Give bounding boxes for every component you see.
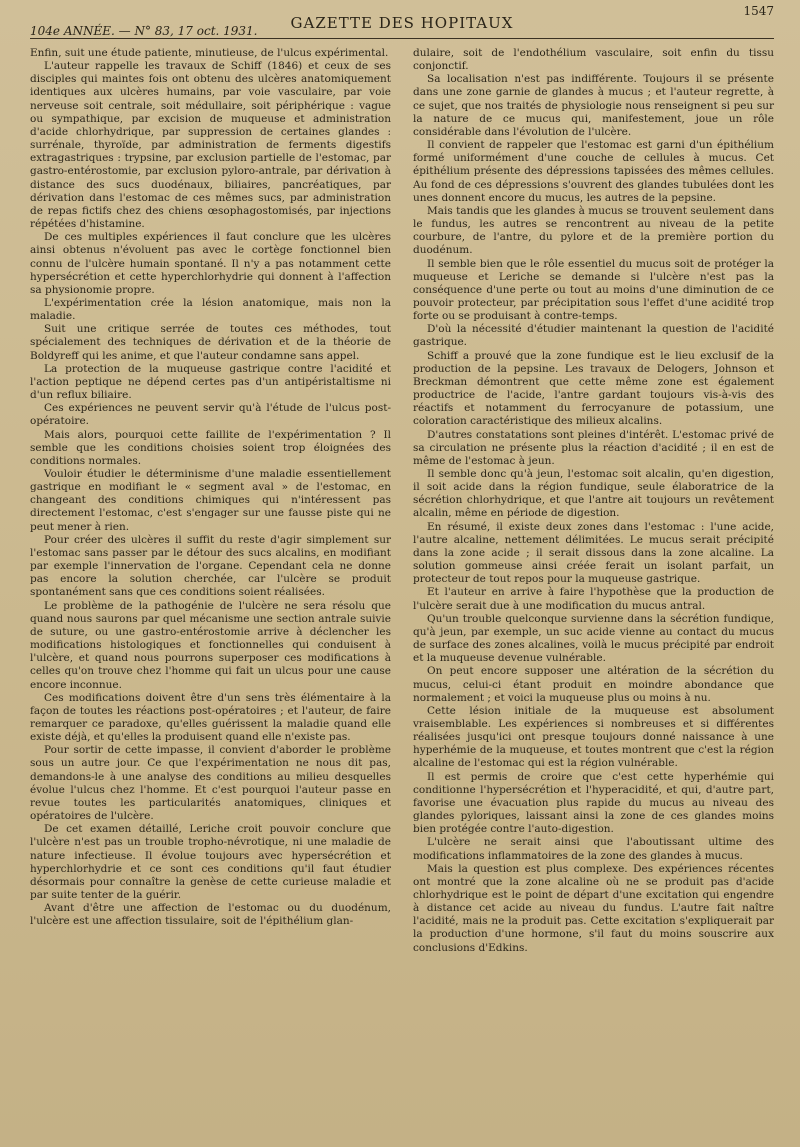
paragraph: Mais tandis que les glandes à mucus se trouvent seulement dans le fundus, les autres se rencontrent au niveau de la petite courbure, de l'antre, du pylore et de la première portion du duodénum. xyxy=(413,204,774,257)
paragraph: De cet examen détaillé, Leriche croit pouvoir conclure que l'ulcère n'est pas un trouble tropho-névrotique, ni une maladie de nature infectieuse. Il évolue toujours avec hypersécrétion et hyperchlorhydrie et ce sont ces conditions qu'il faut étudier désormais pour connaître la genèse de cette curieuse maladie et par suite tenter de la guérir. xyxy=(30,823,391,901)
paragraph: Mais alors, pourquoi cette faillite de l'expérimentation ? Il semble que les conditions choisies soient trop éloignées des conditions normales. xyxy=(30,428,391,467)
page-number: 1547 xyxy=(743,4,774,18)
paragraph: De ces multiples expériences il faut conclure que les ulcères ainsi obtenus n'évoluent pas avec le cortège fonctionnel bien connu de l'ulcère humain spontané. Il n'y a pas notamment cette hypersécrétion et cette hyperchlorhydrie qui donnent à l'affection sa physionomie propre. xyxy=(30,231,391,296)
paragraph: D'où la nécessité d'étudier maintenant la question de l'acidité gastrique. xyxy=(413,323,774,349)
paragraph: Enfin, suit une étude patiente, minutieuse, de l'ulcus expérimental. xyxy=(30,47,389,59)
article-body xyxy=(30,47,774,955)
issue-info: 104e ANNÉE. — N° 83, 17 oct. 1931. xyxy=(30,24,258,38)
paragraph: Qu'un trouble quelconque survienne dans la sécrétion fundique, qu'à jeun, par exemple, un suc acide vienne au contact du mucus de surface des zones alcalines, voilà le mucus précipité par endroit et la muqueuse devenue vulnérable. xyxy=(413,612,774,665)
paragraph: Il convient de rappeler que l'estomac est garni d'un épithélium formé uniformément d'une couche de cellules à mucus. Cet épithélium présente des dépressions tapissées des mêmes cellules. Au fond de ces dépressions s'ouvrent des glandes tubulées dont les unes donnent encore du mucus, les autres de la pepsine. xyxy=(413,139,774,204)
paragraph: Sa localisation n'est pas indifférente. Toujours il se présente dans une zone garnie de glandes à mucus ; et l'auteur regrette, à ce sujet, que nos traités de physiologie nous renseignent si peu sur la nature de ce mucus qui, manifestement, joue un rôle considérable dans l'évolution de l'ulcère. xyxy=(413,73,774,138)
paragraph: dulaire, soit de l'endothélium vasculaire, soit enfin du tissu conjonctif. xyxy=(413,47,774,73)
paragraph: Avant d'être une affection de l'estomac ou du duodénum, l'ulcère est une affection tissulaire, soit de l'épithélium glan- xyxy=(30,902,391,928)
paragraph: Pour sortir de cette impasse, il convient d'aborder le problème sous un autre jour. Ce que l'expérimentation ne nous dit pas, demandons-le à une analyse des conditions au milieu desquelles évolue l'ulcus chez l'homme. Et c'est pourquoi l'auteur passe en revue toutes les particularités anatomiques, cliniques et opératoires de l'ulcère. xyxy=(30,744,391,823)
paragraph: Il est permis de croire que c'est cette hyperhémie qui conditionne l'hypersécrétion et l'hyperacidité, et qui, d'autre part, favorise une évacuation plus rapide du mucus au niveau des glandes pyloriques, laissant ainsi la zone de ces glandes moins bien protégée contre l'auto-digestion. xyxy=(413,770,774,836)
paragraph: Vouloir étudier le déterminisme d'une maladie essentiellement gastrique en modifiant le « segment aval » de l'estomac, en changeant des conditions chimiques qui n'intéressent pas directement l'estomac, c'est s'engager sur une fausse piste qui ne peut mener à rien. xyxy=(30,468,391,533)
paragraph: L'expérimentation crée la lésion anatomique, mais non la maladie. xyxy=(30,296,391,323)
paragraph: L'auteur rappelle les travaux de Schiff (1846) et ceux de ses disciples qui maintes fois ont obtenu des ulcères anatomiquement identiques aux ulcères humains, par voie vasculaire, par voie nerveuse soit centrale, soit médullaire, soit périphérique : vague ou sympathique, par excision de muqueuse et administration d'acide chlorhydrique, par suppression de certaines glandes : surrénale, thyroïde, par administration de ferments digestifs extragastriques : trypsine, par exclusion partielle de l'estomac, par gastro-entérostomie, par exclusion pyloro-antrale, par dérivation à distance des sucs duodénaux, biliaires, pancréatiques, par dérivation dans l'estomac de ces mêmes sucs, par administration de repas fictifs chez des chiens œsophagostomisés, par injections répétées d'histamine. xyxy=(30,60,391,231)
journal-title: GAZETTE DES HOPITAUX xyxy=(290,14,514,32)
paragraph: Et l'auteur en arrive à faire l'hypothèse que la production de l'ulcère serait due à une modification du mucus antral. xyxy=(413,586,774,612)
paragraph: Il semble bien que le rôle essentiel du mucus soit de protéger la muqueuse et Leriche se demande si l'ulcère n'est pas la conséquence d'une perte ou tout au moins d'une diminution de ce pouvoir protecteur, par précipitation sous l'effet d'une acidité trop forte ou se produisant à contre-temps. xyxy=(413,257,774,323)
right-column xyxy=(413,47,774,955)
paragraph: Ces modifications doivent être d'un sens très élémentaire à la façon de toutes les réactions post-opératoires ; et l'auteur, de faire remarquer ce paradoxe, qu'elles guérissent la maladie quand elle existe déjà, et qu'elles la produisent quand elle n'existe pas. xyxy=(30,691,391,744)
paragraph: Pour créer des ulcères il suffit du reste d'agir simplement sur l'estomac sans passer par le détour des sucs alcalins, en modifiant par exemple l'innervation de l'organe. Cependant cela ne donne pas encore la solution cherchée, car l'ulcère se produit spontanément sans que ces conditions soient réalisées. xyxy=(30,533,391,599)
left-column xyxy=(30,47,391,955)
paragraph: On peut encore supposer une altération de la sécrétion du mucus, celui-ci étant produit en moindre abondance que normalement ; et voici la muqueuse plus ou moins à nu. xyxy=(413,665,774,704)
paragraph: Ces expériences ne peuvent servir qu'à l'étude de l'ulcus post-opératoire. xyxy=(30,402,391,428)
paragraph: Le problème de la pathogénie de l'ulcère ne sera résolu que quand nous saurons par quel mécanisme une section antrale suivie de suture, ou une gastro-entérostomie arrive à déclencher les modifications histologiques et fonctionnelles qui conduisent à l'ulcère, et quand nous pourrons superposer ces modifications à celles qu'on trouve chez l'homme qui fait un ulcus pour une cause encore inconnue. xyxy=(30,599,391,691)
page-header xyxy=(30,4,774,39)
paragraph: La protection de la muqueuse gastrique contre l'acidité et l'action peptique ne dépend certes pas d'un antipéristaltisme ni d'un reflux biliaire. xyxy=(30,362,391,402)
paragraph: Mais la question est plus complexe. Des expériences récentes ont montré que la zone alcaline où ne se produit pas d'acide chlorhydrique est le point de départ d'une excitation qui engendre à distance cet acide au niveau du fundus. L'autre fait naître l'acidité, mais ne la produit pas. Cette excitation s'expliquerait par la production d'une hormone, s'il faut du moins souscrire aux conclusions d'Edkins. xyxy=(413,862,774,954)
paragraph: Schiff a prouvé que la zone fundique est le lieu exclusif de la production de la pepsine. Les travaux de Delogers, Johnson et Breckman démontrent que cette même zone est également productrice de l'acide, l'antre gardant toujours vis-à-vis des réactifs et notamment du ferrocyanure de potassium, une coloration caractéristique des milieux alcalins. xyxy=(413,349,774,428)
paragraph: Il semble donc qu'à jeun, l'estomac soit alcalin, qu'en digestion, il soit acide dans la région fundique, seule élaboratrice de la sécrétion chlorhydrique, et que l'antre ait toujours un revêtement alcalin, même en période de digestion. xyxy=(413,468,774,520)
paragraph: En résumé, il existe deux zones dans l'estomac : l'une acide, l'autre alcaline, nettement délimitées. Le mucus serait précipité dans la zone acide ; il serait dissous dans la zone alcaline. La solution gommeuse ainsi créée ferait un isolant parfait, un protecteur de tout repos pour la muqueuse gastrique. xyxy=(413,520,774,586)
paragraph: Cette lésion initiale de la muqueuse est absolument vraisemblable. Les expériences si nombreuses et si différentes réalisées jusqu'ici ont presque toujours donné naissance à une hyperhémie de la muqueuse, et toutes montrent que c'est la région alcaline de l'estomac qui est la région vulnérable. xyxy=(413,704,774,770)
paragraph: L'ulcère ne serait ainsi que l'aboutissant ultime des modifications inflammatoires de la zone des glandes à mucus. xyxy=(413,836,774,862)
paragraph: Suit une critique serrée de toutes ces méthodes, tout spécialement des techniques de dérivation et de la théorie de Boldyreff qui les anime, et que l'auteur condamne sans appel. xyxy=(30,323,391,362)
paragraph: D'autres constatations sont pleines d'intérêt. L'estomac privé de sa circulation ne présente plus la réaction d'acidité ; il en est de même de l'estomac à jeun. xyxy=(413,428,774,467)
